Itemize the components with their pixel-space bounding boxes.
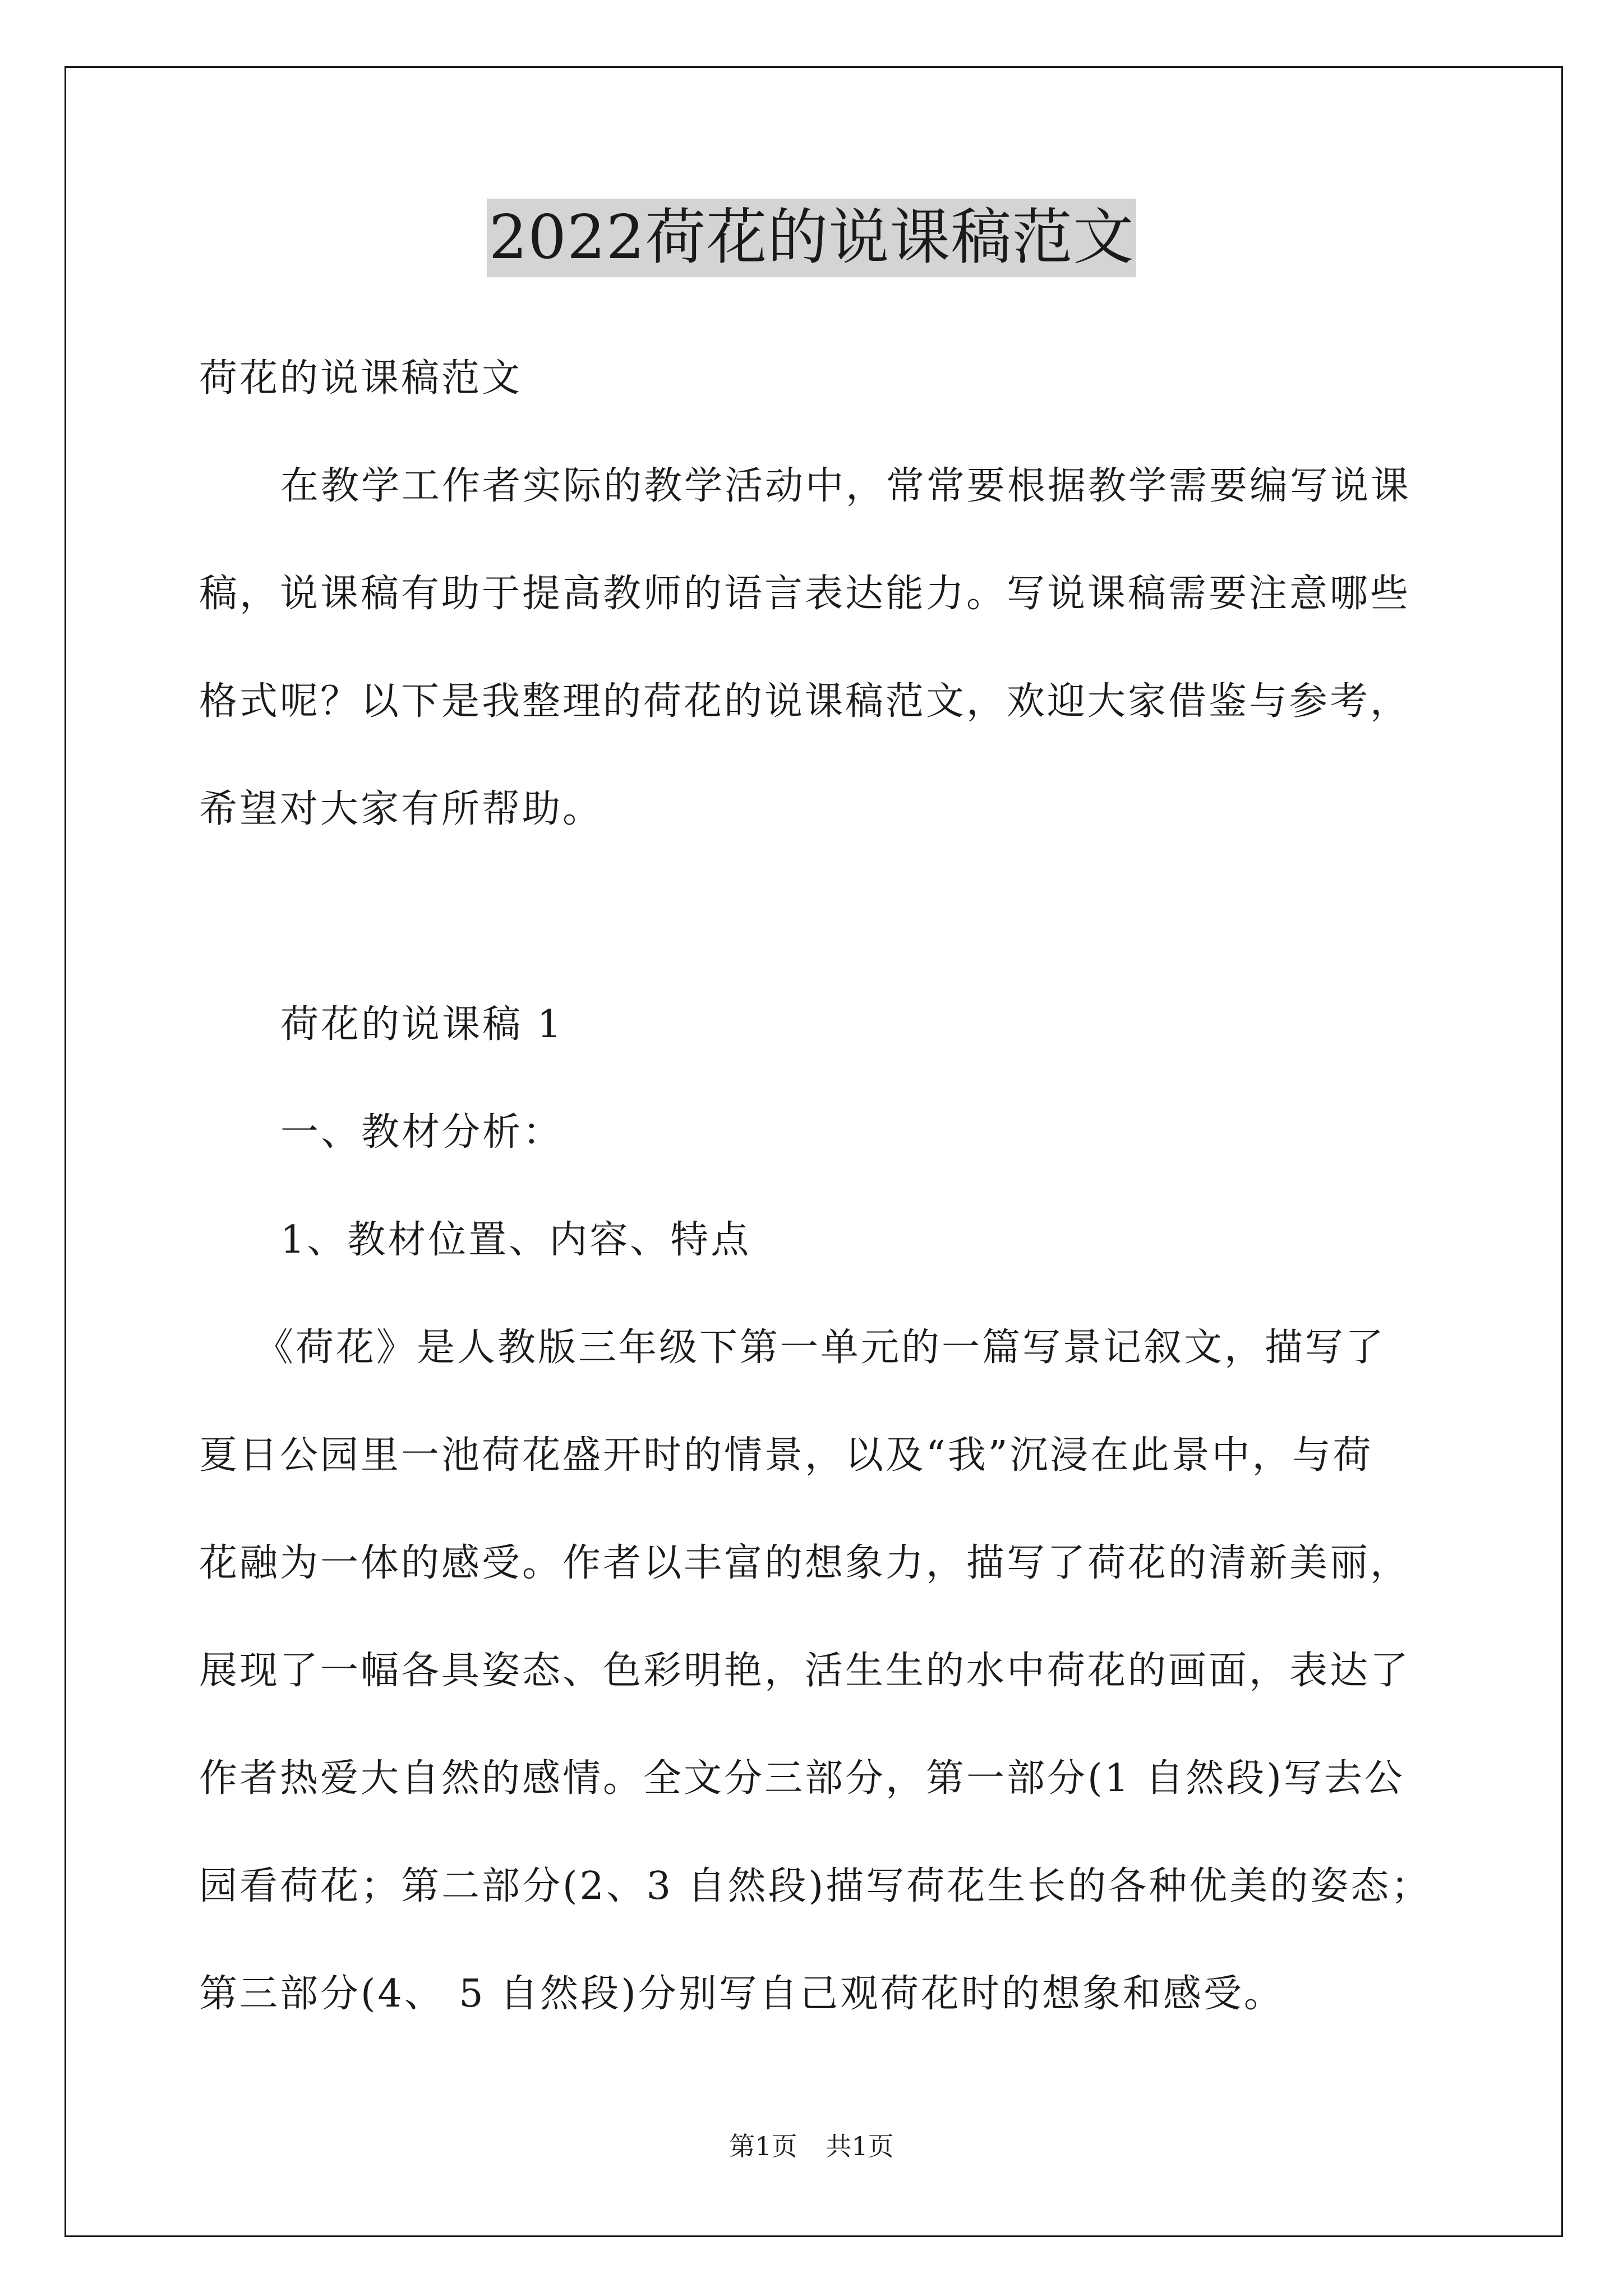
- body-line: 花融为一体的感受。作者以丰富的想象力，描写了荷花的清新美丽，: [199, 1541, 1411, 1585]
- intro-line: 格式呢？以下是我整理的荷花的说课稿范文，欢迎大家借鉴与参考，: [199, 679, 1411, 724]
- body-line: 作者热爱大自然的感情。全文分三部分，第一部分(1 自然段)写去公: [199, 1756, 1405, 1801]
- intro-line: 稿，说课稿有助于提高教师的语言表达能力。写说课稿需要注意哪些: [199, 572, 1411, 616]
- document-title: 2022荷花的说课稿范文: [487, 199, 1137, 277]
- section-heading: 荷花的说课稿 1: [280, 1002, 564, 1047]
- page-footer: [0, 2129, 1623, 2163]
- title-container: [0, 199, 1623, 277]
- page-total: 共1页: [826, 2131, 894, 2161]
- intro-line: 在教学工作者实际的教学活动中，常常要根据教学需要编写说课: [280, 464, 1412, 508]
- intro-line: 希望对大家有所帮助。: [199, 787, 603, 831]
- document-subtitle: 荷花的说课稿范文: [199, 356, 523, 401]
- page-current: 第1页: [729, 2131, 797, 2161]
- part-heading: 一、教材分析：: [280, 1110, 564, 1154]
- item-heading: 1、教材位置、内容、特点: [280, 1218, 751, 1262]
- body-line: 第三部分(4、 5 自然段)分别写自己观荷花时的想象和感受。: [199, 1972, 1284, 2016]
- body-line: 园看荷花；第二部分(2、3 自然段)描写荷花生长的各种优美的姿态；: [199, 1864, 1432, 1908]
- body-line: 《荷花》是人教版三年级下第一单元的一篇写景记叙文，描写了: [255, 1326, 1386, 1370]
- body-line: 夏日公园里一池荷花盛开时的情景，以及“我”沉浸在此景中，与荷: [199, 1433, 1373, 1478]
- body-line: 展现了一幅各具姿态、色彩明艳，活生生的水中荷花的画面，表达了: [199, 1649, 1411, 1693]
